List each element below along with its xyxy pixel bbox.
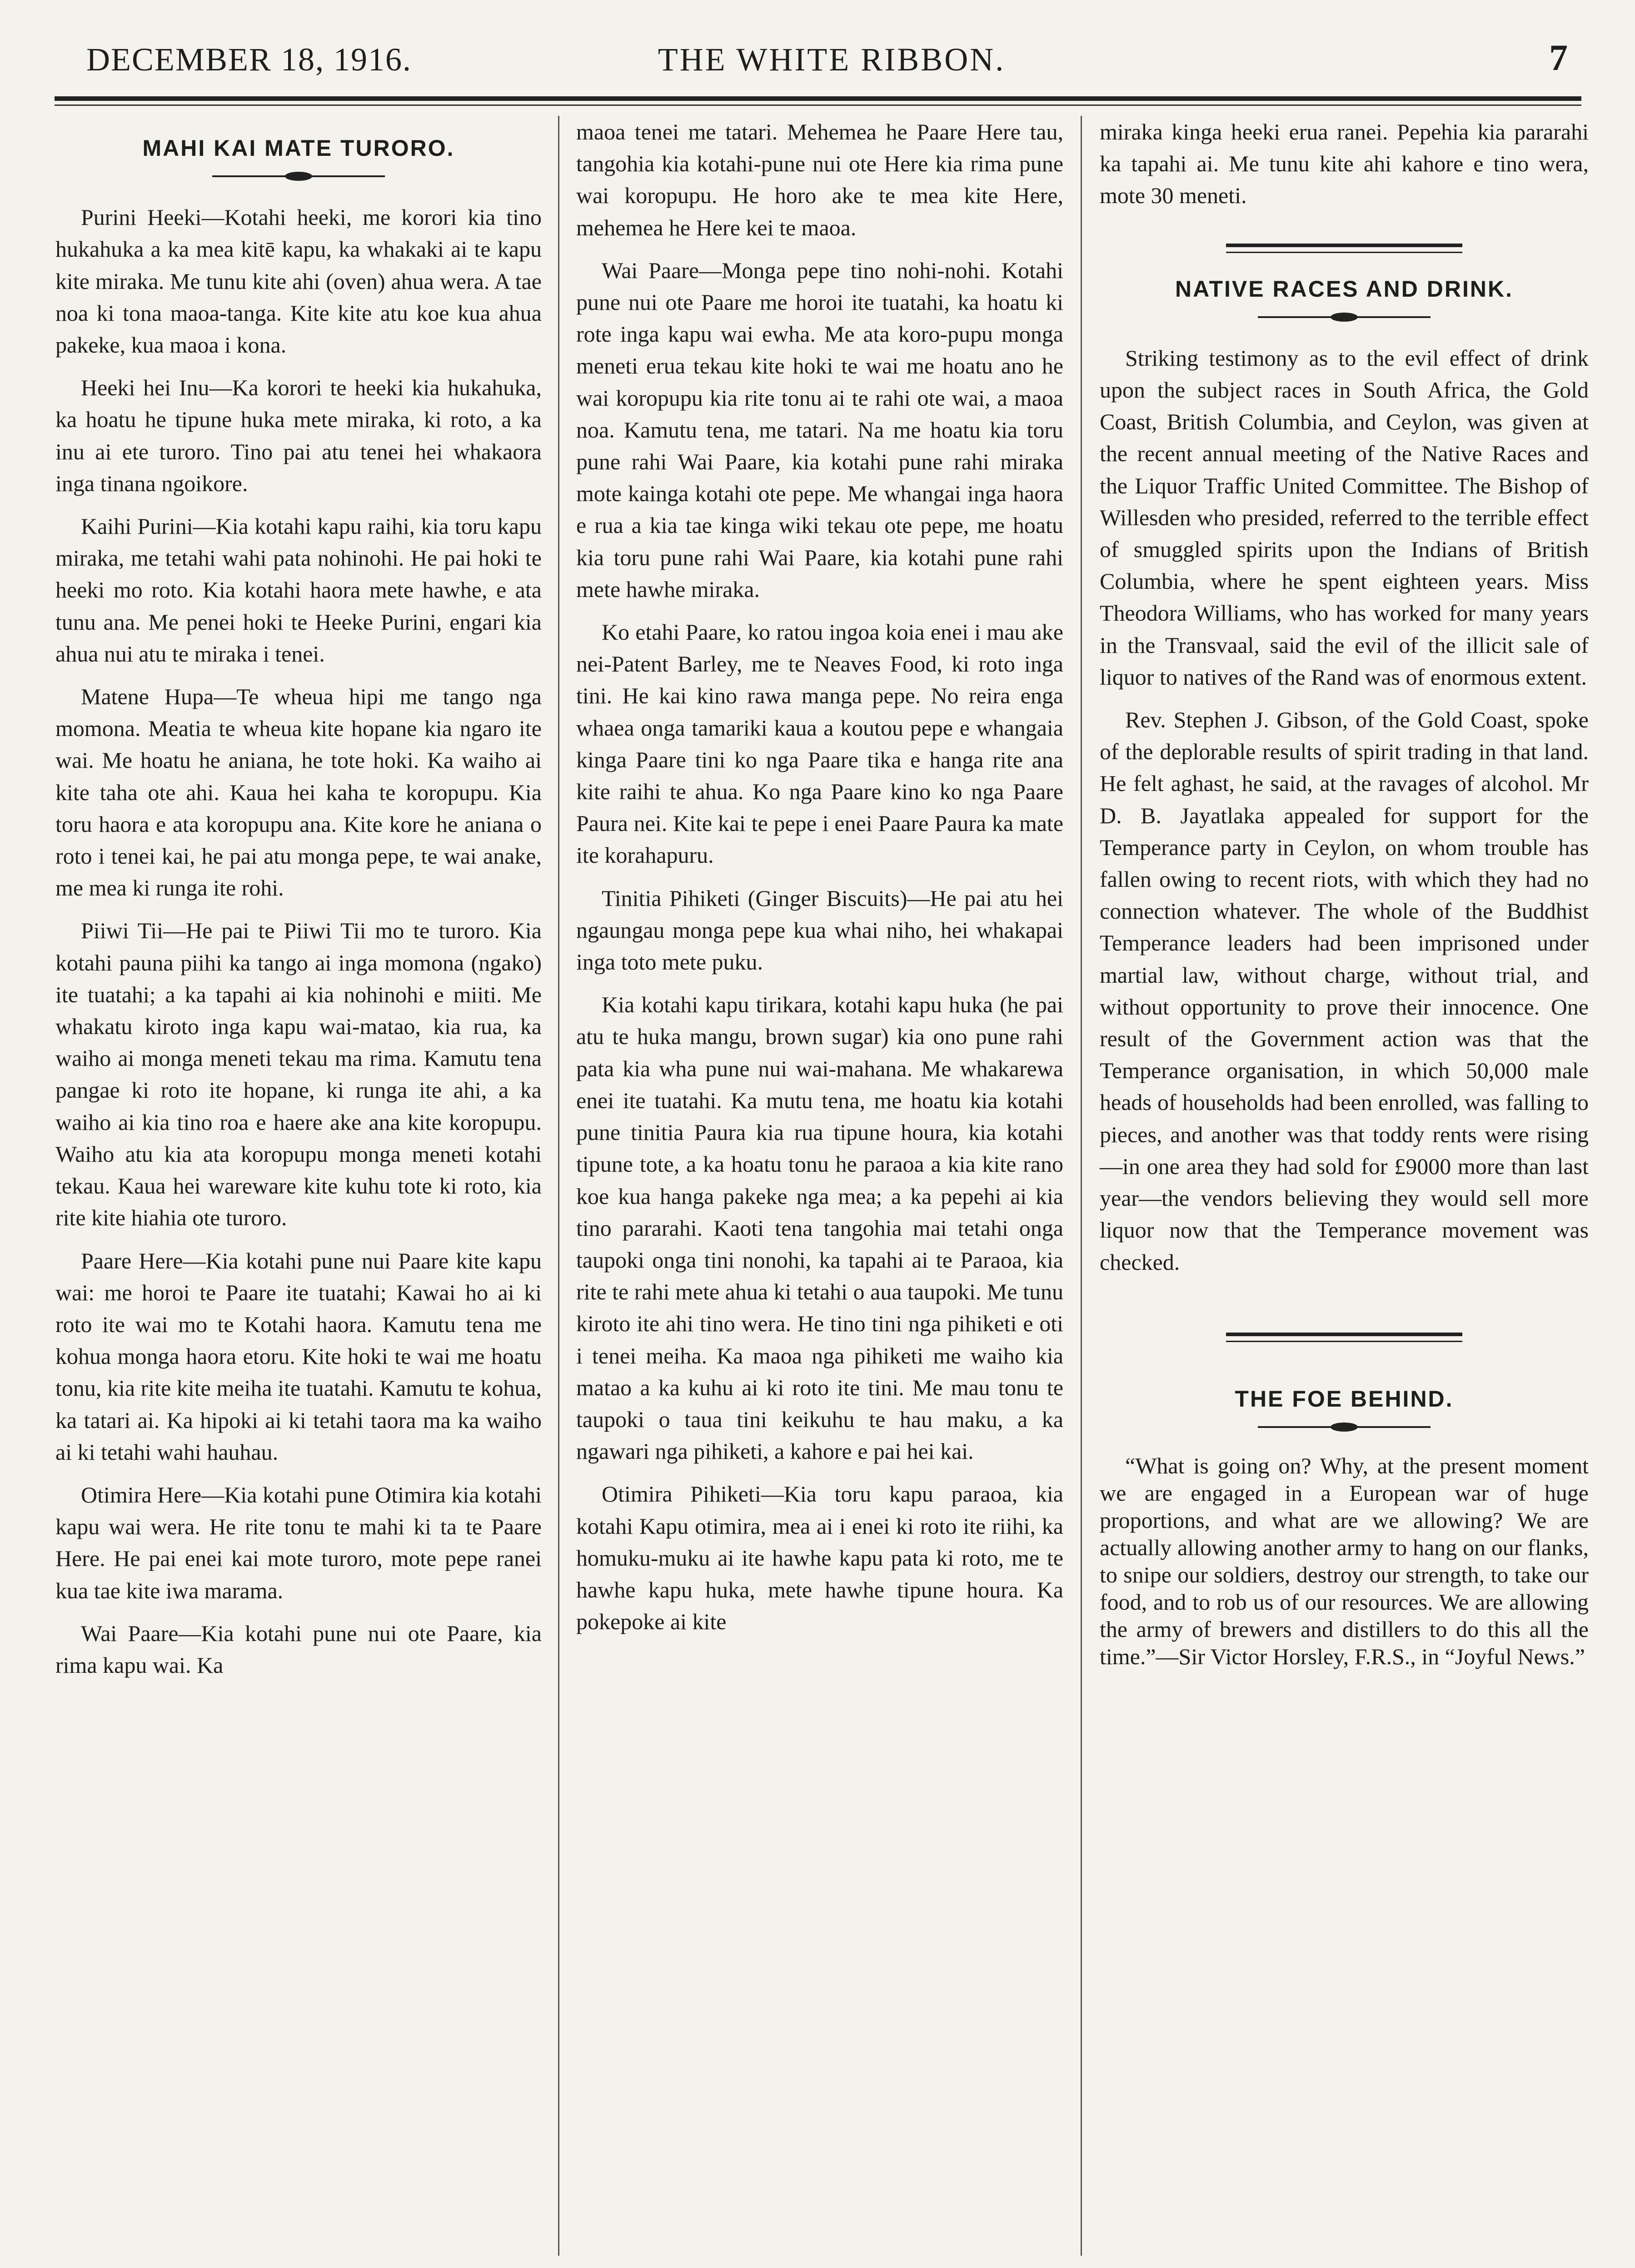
article-heading-native-races: NATIVE RACES AND DRINK.: [1175, 276, 1514, 302]
section-separator: [1226, 244, 1462, 253]
paragraph: Matene Hupa—Te wheua hipi me tango nga momona. Meatia te wheua kite hopane kia ngaro ite wai. Me hoatu he aniana, he tote hoki. Ka waiho ai kite taha ote ahi. Kaua hei kaha te koropupu. Kia toru haora e ata koropupu ana. Kite kore he aniana o roto i tenei kai, he pai atu monga pepe, te wai anake, me mea ki runga ite rohi.: [55, 684, 542, 901]
column-divider-2: [1081, 116, 1082, 2256]
column-divider-1: [558, 116, 559, 2256]
paragraph: Purini Heeki—Kotahi heeki, me korori kia tino hukahuka a ka mea kitē kapu, ka whakaki ai te kapu kite miraka. Me tunu kite ahi (oven) ahua wera. A tae noa ki tona maoa-tanga. Kite kite atu koe kua ahua pakeke, kua maoa i kona.: [55, 204, 542, 358]
paragraph: Wai Paare—Monga pepe tino nohi-nohi. Kotahi pune nui ote Paare me horoi ite tuatahi, ka hoatu ki rote inga kapu wai ewha. Me ata koro-pupu monga meneti erua tekau kite hoki te wai me hoatu ano he wai koropupu kia rite tonu ai te rahi ote wai, a maoa noa. Kamutu tena, me tatari. Na me hoatu kia toru pune rahi Wai Paare, kia kotahi pune rahi miraka mote kainga kotahi ote pepe. Me whangai inga haora e rua a kia tae kinga wiki tekau ote pepe, me hoatu kia toru pune rahi Wai Paare, kia kotahi pune rahi mete hawhe miraka.: [576, 257, 1063, 602]
heading-ornament: [1258, 314, 1431, 320]
heading-ornament: [212, 173, 385, 179]
paragraph: Tinitia Pihiketi (Ginger Biscuits)—He pai atu hei ngaungau monga pepe kua whai niho, hei whakapai inga toto mete puku.: [576, 885, 1063, 975]
masthead: [55, 32, 1609, 82]
paragraph: Rev. Stephen J. Gibson, of the Gold Coast, spoke of the deplorable results of spirit trading in that land. He felt aghast, he said, at the ravages of alcohol. Mr D. B. Jayatlaka appealed for support for the Temperance party in Ceylon, on whom trouble has fallen owing to recent riots, with which they had no connection whatever. The whole of the Buddhist Temperance leaders had been imprisoned under martial law, without charge, without trial, and without opportunity to prove their innocence. One result of the Government action was that the Temperance organisation, in which 50,000 male heads of households had been enrolled, was falling to pieces, and another was that toddy rents were rising—in one area they had sold for £9000 more than last year—the vendors believing they would sell more liquor now that the Temperance movement was checked.: [1100, 707, 1589, 1275]
section-separator: [1226, 1333, 1462, 1342]
publication-title: THE WHITE RIBBON.: [658, 41, 1006, 78]
paragraph: Otimira Pihiketi—Kia toru kapu paraoa, kia kotahi Kapu otimira, mea ai i enei ki roto ite riihi, ka homuku-muku ai ite hawhe kapu pata ki roto, me te hawhe kapu huka, mete hawhe tipune houra. Ka pokepoke ai kite: [576, 1481, 1063, 1635]
paragraph: Otimira Here—Kia kotahi pune Otimira kia kotahi kapu wai wera. He rite tonu te mahi ki ta te Paare Here. He pai enei kai mote turoro, mote pepe ranei kua tae kite iwa marama.: [55, 1482, 542, 1603]
article-heading-mahi-kai: MAHI KAI MATE TURORO.: [142, 135, 455, 161]
paragraph-continuation: maoa tenei me tatari. Mehemea he Paare Here tau, tangohia kia kotahi-pune nui ote Here kia rima pune wai koropupu. He horo ake te mea kite Here, mehemea he Here kei te maoa.: [576, 119, 1063, 240]
paragraph: Wai Paare—Kia kotahi pune nui ote Paare, kia rima kapu wai. Ka: [55, 1620, 542, 1678]
issue-date: DECEMBER 18, 1916.: [86, 41, 412, 78]
paragraph: Kia kotahi kapu tirikara, kotahi kapu huka (he pai atu te huka mangu, brown sugar) kia ono pune rahi pata kia wha pune nui wai-mahana. Me whakarewa enei ite tuatahi. Ka mutu tena, me hoatu kia kotahi pune tinitia Paura kia rua tipune houra, kia kotahi tipune tote, a ka hoatu tonu he paraoa a kia kite rano koe kua hanga pakeke nga mea; a ka pepehi ai kia tino pararahi. Kaoti tena tangohia mai tetahi onga taupoki onga tini nonohi, ka tapahi ai te Paraoa, kia rite te rahi mete ahua ki tetahi o aua taupoki. Me tunu kiroto ite ahi tino wera. He tino tini nga pihiketi e oti i tenei meiha. Ka maoa nga pihiketi me waiho kia matao a ka kuhu ai ki roto ite tini. Me mau tonu te taupoki o taua tini keikuhu te hau maku, a ka ngawari nga pihiketi, a kahore e pai hei kai.: [576, 992, 1063, 1464]
header-rule-thick: [55, 96, 1581, 101]
column-2: [576, 116, 1063, 1648]
paragraph: Heeki hei Inu—Ka korori te heeki kia hukahuka, ka hoatu he tipune huka mete miraka, ki roto, a ka inu ai ete turoro. Tino pai atu tenei hei whakaora inga tinana ngoikore.: [55, 375, 542, 496]
paragraph: Ko etahi Paare, ko ratou ingoa koia enei i mau ake nei-Patent Barley, me te Neaves Food, ki roto inga tini. He kai kino rawa manga pepe. No reira enga whaea onga tamariki kaua a koutou pepe e whangaia kinga Paare tini ko nga Paare tika e hanga rite ana kite raihi te ahua. Ko nga Paare kino ko nga Paare Paura nei. Kite kai te pepe i enei Paare Paura ka mate ite korahapuru.: [576, 619, 1063, 868]
quotation-paragraph: “What is going on? Why, at the present moment we are engaged in a European war of huge proportions, and what are we allowing? We are actually allowing another army to hang on our flanks, to snipe our soldiers, destroy our strength, to take our food, and to rob us of our resources. We are allowing the army of brewers and distillers to do this all the time.”—Sir Victor Horsley, F.R.S., in “Joyful News.”: [1100, 1452, 1589, 1669]
page-number: 7: [1549, 37, 1568, 78]
column-3: [1100, 116, 1589, 1681]
paragraph: Piiwi Tii—He pai te Piiwi Tii mo te turoro. Kia kotahi pauna piihi ka tango ai inga momona (ngako) ite tuatahi; a ka tapahi ai kia nohinohi e miiti. Me whakatu kiroto inga kapu wai-matao, kia rua, ka waiho ai monga meneti tekau ma rima. Kamutu tena pangae ki roto ite hopane, ki runga ite ahi, a ka waiho ai kia tino roa e haere ake ana kite koropupu. Waiho atu kia ata koropupu monga meneti kotahi tekau. Kaua hei wareware kite kuhu tote ki roto, kia rite kite hiahia ote turoro.: [55, 918, 542, 1231]
paragraph: Paare Here—Kia kotahi pune nui Paare kite kapu wai: me horoi te Paare ite tuatahi; Kawai ho ai ki roto ite wai mo te Kotahi haora. Kamutu tena me kohua monga haora etoru. Kite hoki te wai me hoatu tonu, kia rite kite meiha ite tuatahi. Kamutu te kohua, ka tatari ai. Ka hipoki ai ki tetahi taora ma ka waiho ai ki tetahi wahi hauhau.: [55, 1248, 542, 1465]
heading-ornament: [1258, 1424, 1431, 1430]
paragraph-continuation: miraka kinga heeki erua ranei. Pepehia kia pararahi ka tapahi ai. Me tunu kite ahi kahore e tino wera, mote 30 meneti.: [1100, 119, 1589, 209]
column-1: [55, 116, 542, 1692]
article-heading-foe-behind: THE FOE BEHIND.: [1235, 1386, 1454, 1412]
paragraph: Kaihi Purini—Kia kotahi kapu raihi, kia toru kapu miraka, me tetahi wahi pata nohinohi. He pai hoki te heeki mo roto. Kia kotahi haora mete hawhe, e ata tunu ana. Me penei hoki te Heeke Purini, engari kia ahua nui atu te miraka i tenei.: [55, 513, 542, 666]
paragraph: Striking testimony as to the evil effect of drink upon the subject races in South Africa, the Gold Coast, British Columbia, and Ceylon, was given at the recent annual meeting of the Native Races and the Liquor Traffic United Committee. The Bishop of Willesden who presided, referred to the terrible effect of smuggled spirits upon the Indians of British Columbia, where he spent eighteen years. Miss Theodora Williams, who has worked for many years in the Transvaal, said the evil of the illicit sale of liquor to natives of the Rand was of enormous extent.: [1100, 345, 1589, 690]
header-rule-thin: [55, 104, 1581, 106]
